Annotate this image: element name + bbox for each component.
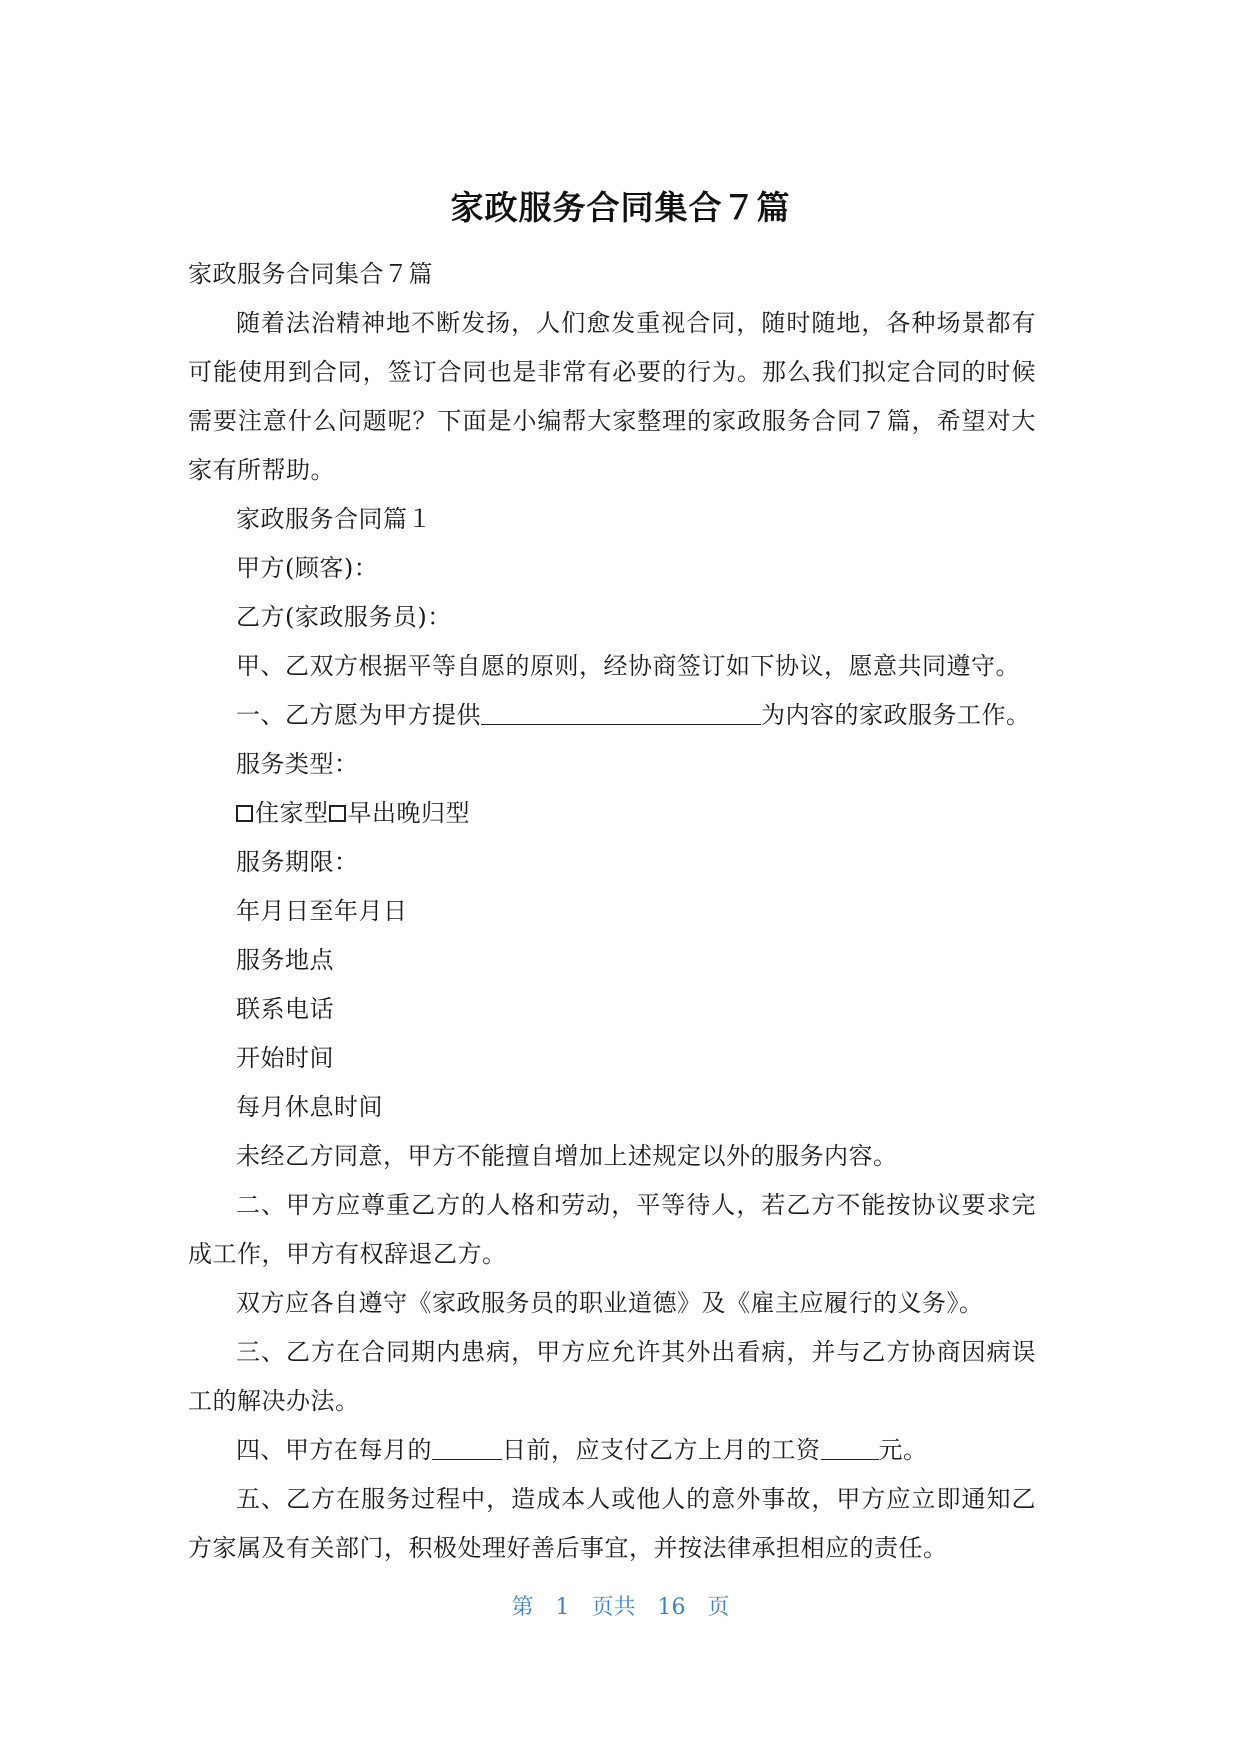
subtitle: 家政服务合同集合７篇 (188, 260, 433, 288)
wage-amount-blank[interactable] (821, 1437, 879, 1460)
pay-day-blank[interactable] (432, 1437, 502, 1460)
date-range: 年月日至年月日 (236, 897, 408, 925)
clause-3: 三、乙方在合同期内患病，甲方应允许其外出看病，并与乙方协商因病误工的解决办法。 (188, 1338, 1036, 1415)
clause-4-a: 四、甲方在每月的 (236, 1436, 432, 1464)
live-in-checkbox-icon[interactable] (236, 805, 253, 822)
mutual-obligations: 双方应各自遵守《家政服务员的职业道德》及《雇主应履行的义务》。 (236, 1289, 984, 1317)
clause-1-prefix: 一、乙方愿为甲方提供 (236, 701, 481, 729)
clause-4-b: 日前，应支付乙方上月的工资 (502, 1436, 821, 1464)
party-b-line: 乙方(家政服务员)： (236, 603, 452, 631)
service-location: 服务地点 (236, 946, 334, 974)
party-a-line: 甲方(顾客)： (236, 554, 379, 582)
day-service-checkbox-icon[interactable] (329, 805, 346, 822)
agreement-line: 甲、乙双方根据平等自愿的原则，经协商签订如下协议，愿意共同遵守。 (236, 652, 1020, 680)
section-heading: 家政服务合同篇１ (236, 505, 432, 533)
service-period-label: 服务期限： (236, 848, 359, 876)
page-title: 家政服务合同集合７篇 (450, 188, 791, 227)
service-content-blank[interactable] (481, 702, 761, 725)
current-page-number: 1 (555, 1595, 570, 1620)
footer-label-page: 第 (511, 1595, 534, 1620)
start-time: 开始时间 (236, 1044, 334, 1072)
contact-phone: 联系电话 (236, 995, 334, 1023)
document-body (188, 250, 1036, 1573)
service-type-options (188, 789, 1036, 838)
clause-4-c: 元。 (878, 1436, 928, 1464)
monthly-rest: 每月休息时间 (236, 1093, 383, 1121)
clause-4 (188, 1426, 1036, 1475)
footer-label-end: 页 (707, 1595, 730, 1620)
total-pages: 16 (657, 1595, 686, 1620)
page-footer (0, 1593, 1241, 1623)
intro-paragraph: 随着法治精神地不断发扬，人们愈发重视合同，随时随地，各种场景都有可能使用到合同，签订合同也是非常有必要的行为。那么我们拟定合同的时候需要注意什么问题呢？下面是小编帮大家整理的家政服务合同７篇，希望对大家有所帮助。 (188, 309, 1036, 484)
no-extra-services: 未经乙方同意，甲方不能擅自增加上述规定以外的服务内容。 (236, 1142, 898, 1170)
clause-5: 五、乙方在服务过程中，造成本人或他人的意外事故，甲方应立即通知乙方家属及有关部门，积极处理好善后事宜，并按法律承担相应的责任。 (188, 1485, 1036, 1562)
clause-1-suffix: 为内容的家政服务工作。 (761, 701, 1031, 729)
option-live-in: 住家型 (255, 799, 329, 827)
service-type-label: 服务类型： (236, 750, 359, 778)
option-day: 早出晚归型 (347, 799, 470, 827)
footer-label-of: 页共 (591, 1595, 636, 1620)
clause-2: 二、甲方应尊重乙方的人格和劳动，平等待人，若乙方不能按协议要求完成工作，甲方有权辞退乙方。 (188, 1191, 1036, 1268)
clause-1 (188, 691, 1036, 740)
